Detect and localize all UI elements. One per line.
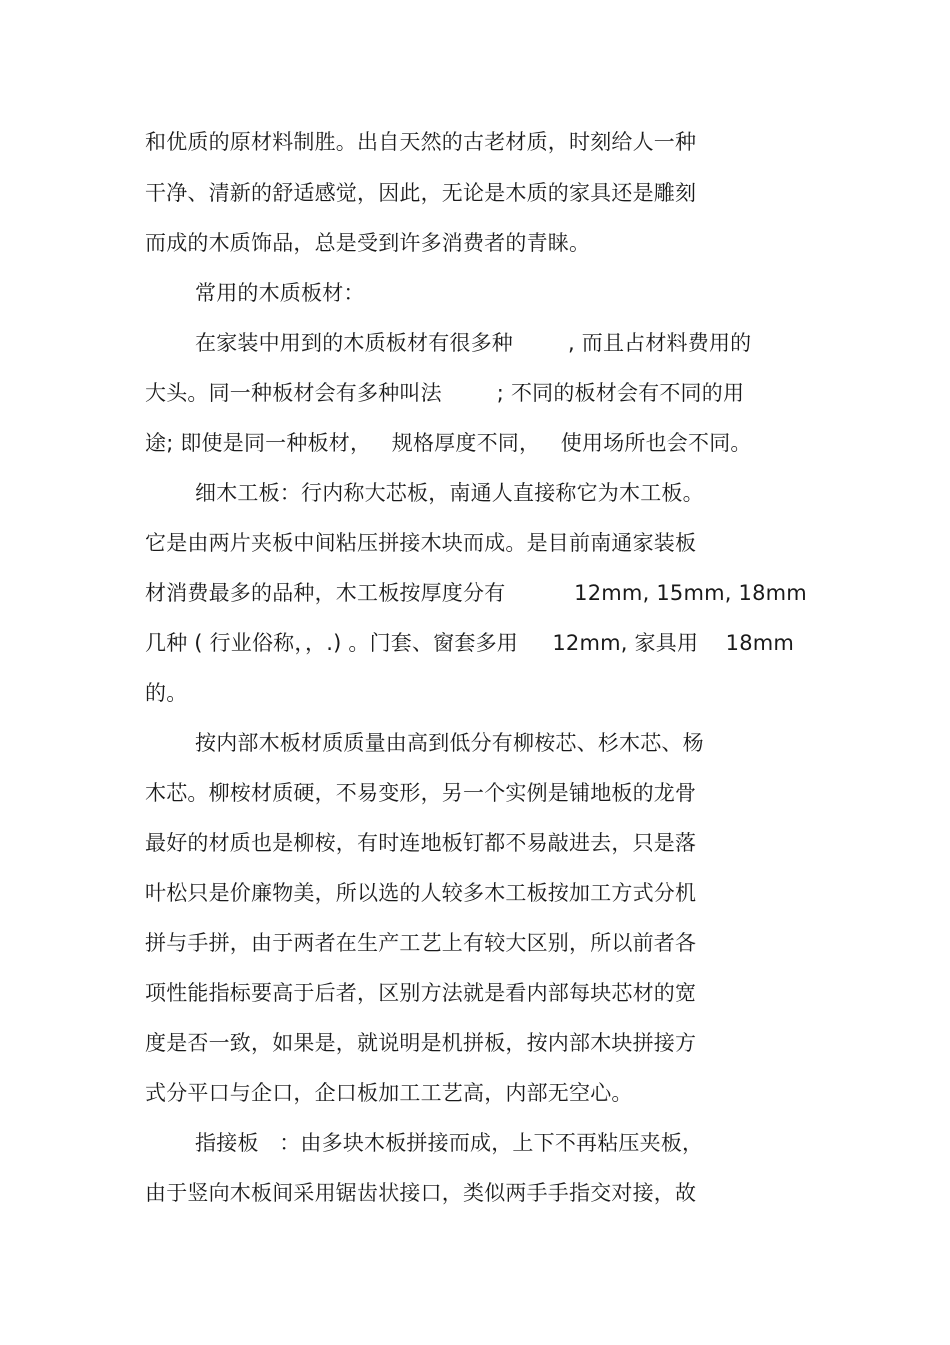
paragraph-line: 和优质的原材料制胜。出自天然的古老材质，时刻给人一种 bbox=[145, 130, 697, 154]
paragraph-line: 式分平口与企口，企口板加工工艺高，内部无空心。 bbox=[145, 1081, 633, 1105]
paragraph-line: 最好的材质也是柳桉，有时连地板钉都不易敲进去，只是落 bbox=[145, 831, 697, 855]
paragraph-line: 叶松只是价廉物美，所以选的人较多木工板按加工方式分机 bbox=[145, 881, 697, 905]
paragraph-line: 几种 ( 行业俗称，，.) 。门套、窗套多用 12mm, 家具用 18mm bbox=[145, 631, 795, 655]
paragraph-line: 它是由两片夹板中间粘压拼接木块而成。是目前南通家装板 bbox=[145, 531, 697, 555]
paragraph-line: 材消费最多的品种，木工板按厚度分有 12mm, 15mm, 18mm bbox=[145, 581, 807, 605]
paragraph-line: 干净、清新的舒适感觉，因此，无论是木质的家具还是雕刻 bbox=[145, 181, 697, 205]
paragraph-line: 的。 bbox=[145, 681, 188, 705]
paragraph-line: 细木工板：行内称大芯板，南通人直接称它为木工板。 bbox=[195, 481, 704, 505]
paragraph-line: 指接板 ：由多块木板拼接而成，上下不再粘压夹板， bbox=[195, 1131, 704, 1155]
paragraph-line: 项性能指标要高于后者，区别方法就是看内部每块芯材的宽 bbox=[145, 981, 697, 1005]
paragraph-line: 木芯。柳桉材质硬，不易变形，另一个实例是铺地板的龙骨 bbox=[145, 781, 697, 805]
paragraph-line: 度是否一致，如果是，就说明是机拼板，按内部木块拼接方 bbox=[145, 1031, 697, 1055]
paragraph-line: 途; 即使是同一种板材， 规格厚度不同， 使用场所也会不同。 bbox=[145, 431, 752, 455]
paragraph-line: 拼与手拼，由于两者在生产工艺上有较大区别，所以前者各 bbox=[145, 931, 697, 955]
paragraph-line: 按内部木板材质质量由高到低分有柳桉芯、杉木芯、杨 bbox=[195, 731, 704, 755]
section-heading: 常用的木质板材： bbox=[195, 281, 365, 305]
paragraph-line: 在家装中用到的木质板材有很多种 , 而且占材料费用的 bbox=[195, 331, 752, 355]
paragraph-line: 而成的木质饰品，总是受到许多消费者的青睐。 bbox=[145, 231, 591, 255]
paragraph-line: 大头。同一种板材会有多种叫法 ; 不同的板材会有不同的用 bbox=[145, 381, 745, 405]
paragraph-line: 由于竖向木板间采用锯齿状接口，类似两手手指交对接，故 bbox=[145, 1181, 697, 1205]
